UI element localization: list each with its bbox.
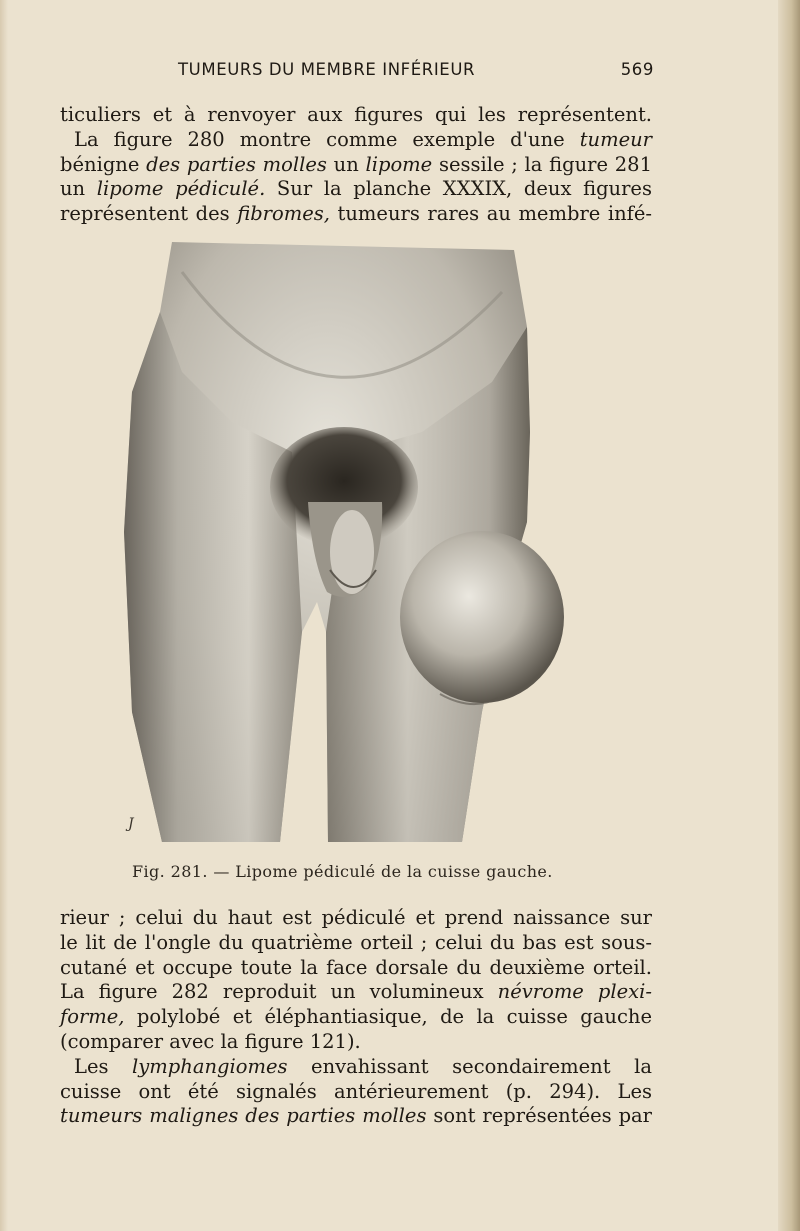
text-line: représentent des fibromes, tumeurs rares au membre infé-	[60, 202, 652, 226]
text-line: forme, polylobé et éléphantiasique, de la cuisse gauche	[60, 1005, 652, 1029]
page-number: 569	[620, 60, 654, 79]
text-line: Les lymphangiomes envahissant secondairement la	[74, 1054, 652, 1078]
caption-text: — Lipome pédiculé de la cuisse gauche.	[207, 862, 553, 881]
running-header	[178, 60, 654, 84]
text-line: le lit de l'ongle du quatrième orteil ; celui du bas est sous-	[60, 930, 652, 954]
figure-caption	[132, 862, 582, 881]
text-line: cutané et occupe toute la face dorsale du deuxième orteil.	[60, 955, 652, 979]
caption-label: Fig. 281.	[132, 862, 208, 881]
chapter-title: TUMEURS DU MEMBRE INFÉRIEUR	[178, 60, 476, 79]
text-line: un lipome pédiculé. Sur la planche XXXIX, deux figures	[60, 177, 652, 201]
top-paragraph	[60, 103, 652, 227]
text-line: cuisse ont été signalés antérieurement (p. 294). Les	[60, 1079, 652, 1103]
artist-signature: J	[128, 816, 134, 832]
figure-281-illustration	[122, 232, 568, 848]
text-line: rieur ; celui du haut est pédiculé et prend naissance sur	[60, 906, 652, 929]
text-line: tumeurs malignes des parties molles sont représentées par	[60, 1104, 653, 1128]
text-line: (comparer avec la figure 121).	[60, 1029, 361, 1053]
text-line: La figure 282 reproduit un volumineux névrome plexi-	[60, 980, 652, 1004]
text-line: La figure 280 montre comme exemple d'une tumeur	[74, 127, 652, 151]
text-line: ticuliers et à renvoyer aux figures qui les représentent.	[60, 103, 652, 126]
tumor	[400, 531, 564, 704]
bottom-paragraph	[60, 906, 652, 1129]
page-right-edge	[778, 0, 800, 1231]
page-left-edge	[0, 0, 8, 1231]
text-line: bénigne des parties molles un lipome sessile ; la figure 281	[60, 152, 652, 176]
